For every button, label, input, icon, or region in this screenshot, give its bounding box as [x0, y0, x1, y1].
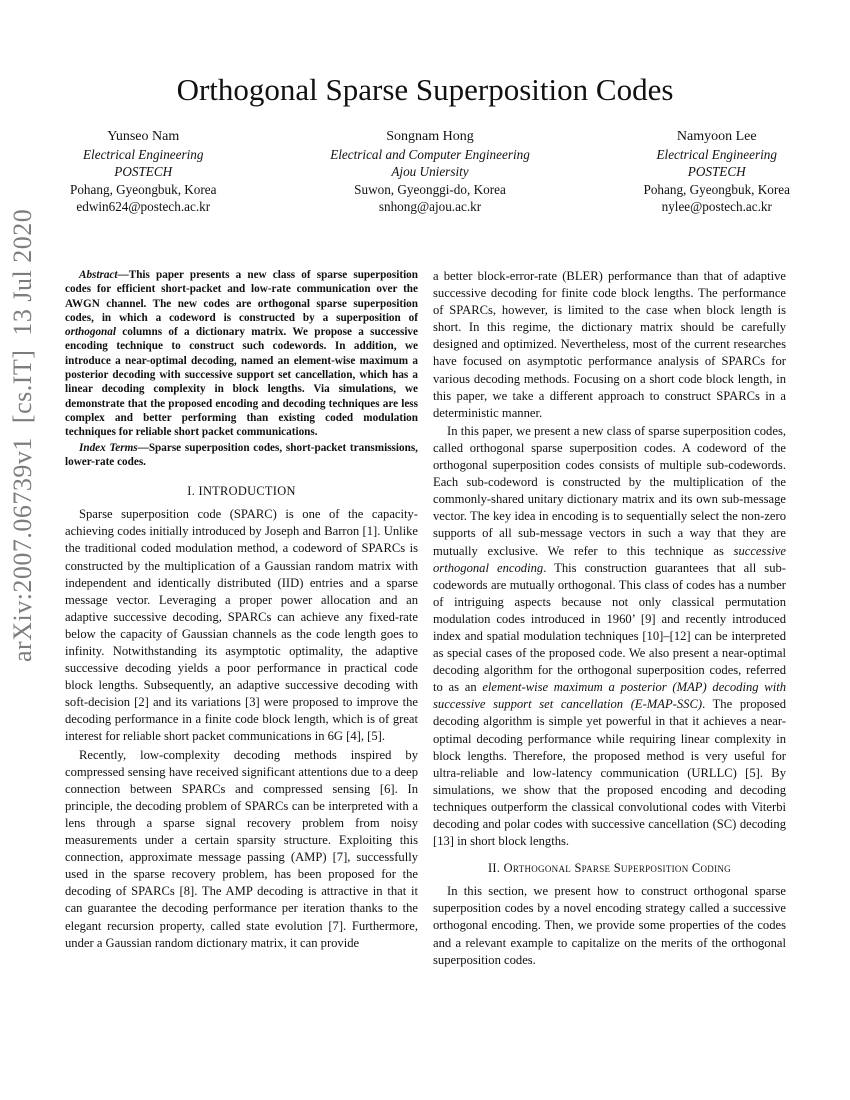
arxiv-watermark: arXiv:2007.06739v1 [cs.IT] 13 Jul 2020 [8, 208, 37, 662]
author-department: Electrical Engineering [83, 147, 204, 163]
author-institution: Ajou Uniersity [391, 164, 469, 180]
section-title: II. Orthogonal Sparse Superposition Coding [488, 861, 731, 876]
section-heading-orthogonal-coding [433, 860, 786, 877]
body-paragraph: Sparse superposition code (SPARC) is one of the capacity-achieving codes initially introduced by Joseph and Barron [1]. Unlike the traditional coded modulation method, a codeword of SPARCs is constructed by the multiplication of a Gaussian random matrix with independent and identically distributed (IID) entries and a sparse message vector. Leveraging a proper power allocation and an adaptive successive decoding, SPARCs can achieve any fixed-rate below the capacity of Gaussian channels as the code length goes to infinity. Notwithstanding its asymptotic optimality, the adaptive successive decoding yields a poor performance in practical code block lengths. Subsequently, an adaptive successive decoding with soft-decision [2] and its variations [3] were proposed to improve the decoding performance in a finite code block length, which is of great interest for reliable short packet communications in 6G [4], [5]. [65, 507, 418, 744]
author-institution: POSTECH [114, 164, 173, 180]
index-terms-label: Index Terms [79, 441, 138, 454]
index-terms-text: —Sparse superposition codes, short-packet transmissions, lower-rate codes. [65, 441, 418, 468]
author-location: Suwon, Gyeonggi-do, Korea [354, 181, 506, 197]
section-number: I. [187, 484, 199, 499]
author-department: Electrical Engineering [656, 147, 777, 163]
left-column [65, 268, 418, 953]
author-name: Yunseo Nam [107, 129, 180, 144]
text-run: . The proposed decoding algorithm is simple yet powerful in that it achieves a near-optimal decoding performance while requiring linear complexity in block lengths. Therefore, the proposed method is very useful for ultra-reliable and low-latency communication (URLLC) [5]. By simulations, we show that the proposed encoding and decoding techniques outperform the classical convolutional codes with Viterbi decoding and polar codes with successive cancellation (SC) decoding [13] in short block lengths. [433, 697, 787, 849]
author-email: nylee@postech.ac.kr [661, 198, 772, 214]
body-paragraph [433, 423, 786, 850]
section-title-rest: NTRODUCTION [202, 484, 296, 499]
author-location: Pohang, Gyeongbuk, Korea [643, 181, 790, 197]
author-department: Electrical and Computer Engineering [330, 147, 530, 163]
author-name: Songnam Hong [386, 129, 474, 144]
author-location: Pohang, Gyeongbuk, Korea [70, 181, 217, 197]
paper-title: Orthogonal Sparse Superposition Codes [176, 72, 674, 107]
section-heading-introduction [65, 483, 418, 500]
author-3 [643, 128, 790, 215]
body-paragraph: Recently, low-complexity decoding methods inspired by compressed sensing have received significant attentions due to a deep connection between SPARCs and compressed sensing [6]. In principle, the decoding problem of SPARCs can be interpreted with a lens through a sparse signal recovery problem from noisy measurements under a certain sparsity structure. Exploiting this connection, approximate message passing (AMP) [7], successfully used in the sparse recovery problem, has been proposed for the decoding of SPARCs [8]. The AMP decoding is attractive in that it can guarantee the decoding performance per iteration thanks to the elegant recursion property, called state evolution [7]. Furthermore, under a Gaussian random dictionary matrix, it can provide [65, 747, 418, 950]
author-institution: POSTECH [687, 164, 746, 180]
author-2 [330, 128, 530, 215]
abstract [65, 268, 418, 440]
author-block [70, 128, 790, 215]
right-column [433, 268, 786, 970]
emphasis-run: element-wise maximum a posterior (MAP) decoding with successive support set cancellation (E-MAP-SSC) [433, 680, 786, 712]
emphasis-run: successive orthogonal encoding [433, 543, 786, 575]
body-paragraph: a better block-error-rate (BLER) performance than that of adaptive successive decoding for finite code block lengths. The performance of SPARCs, however, is limited to the case when block length is short. In this regime, the dictionary matrix should be carefully designed and optimized. Nevertheless, most of the current researches have focused on asymptotic performance analysis of SPARCs for various decoding methods. Focusing on a short code block length, in this paper, we take a different approach to construct SPARCs in a deterministic manner. [433, 269, 786, 420]
abstract-label: Abstract [79, 269, 118, 281]
body-paragraph: In this section, we present how to construct orthogonal sparse superposition codes by a novel encoding strategy called a successive orthogonal encoding. Then, we provide some properties of the codes and a relevant example to capitalize on the merits of the orthogonal superposition codes. [433, 884, 786, 967]
abstract-text-2: columns of a dictionary matrix. We propose a successive encoding technique to construct such codewords. In addition, we introduce a near-optimal decoding, named an element-wise maximum a posterior decoding with successive support set cancellation, which has a linear decoding complexity in block lengths. Via simulations, we demonstrate that the proposed encoding and decoding techniques are less complex and better performing than existing coded modulation techniques for reliable short packet communications. [65, 326, 418, 439]
text-run: In this paper, we present a new class of sparse superposition codes, called orthogonal sparse superposition codes. A codeword of the orthogonal superposition codes consists of multiple sub-codewords. Each sub-codeword is constructed by the multiplication of the commonly-shared unitary dictionary matrix and its own sub-message vector. The key idea in encoding is to sequentially select the non-zero supports of all sub-message vectors in such a way that they are mutually exclusive. We refer to this technique as [433, 423, 786, 558]
author-email: edwin624@postech.ac.kr [76, 198, 211, 214]
author-name: Namyoon Lee [676, 129, 757, 144]
section-initial: I [198, 484, 203, 499]
abstract-emphasis: orthogonal [65, 326, 116, 339]
abstract-text-1: —This paper presents a new class of sparse superposition codes for efficient short-packet and low-rate communication over the AWGN channel. The new codes are orthogonal sparse superposition codes, in which a codeword is constructed by a superposition of [65, 269, 418, 324]
author-email: snhong@ajou.ac.kr [378, 198, 482, 214]
text-run: . This construction guarantees that all sub-codewords are mutually orthogonal. This class of codes has a number of intriguing aspects because not only classical permutation modulation codes introduced in 1960’ [9] and recently introduced index and spatial modulation techniques [10]–[12] can be interpreted as special cases of the proposed code. We also present a near-optimal decoding algorithm for the orthogonal superposition codes, referred to as an [433, 560, 786, 695]
index-terms [65, 441, 418, 470]
author-1 [70, 128, 217, 215]
